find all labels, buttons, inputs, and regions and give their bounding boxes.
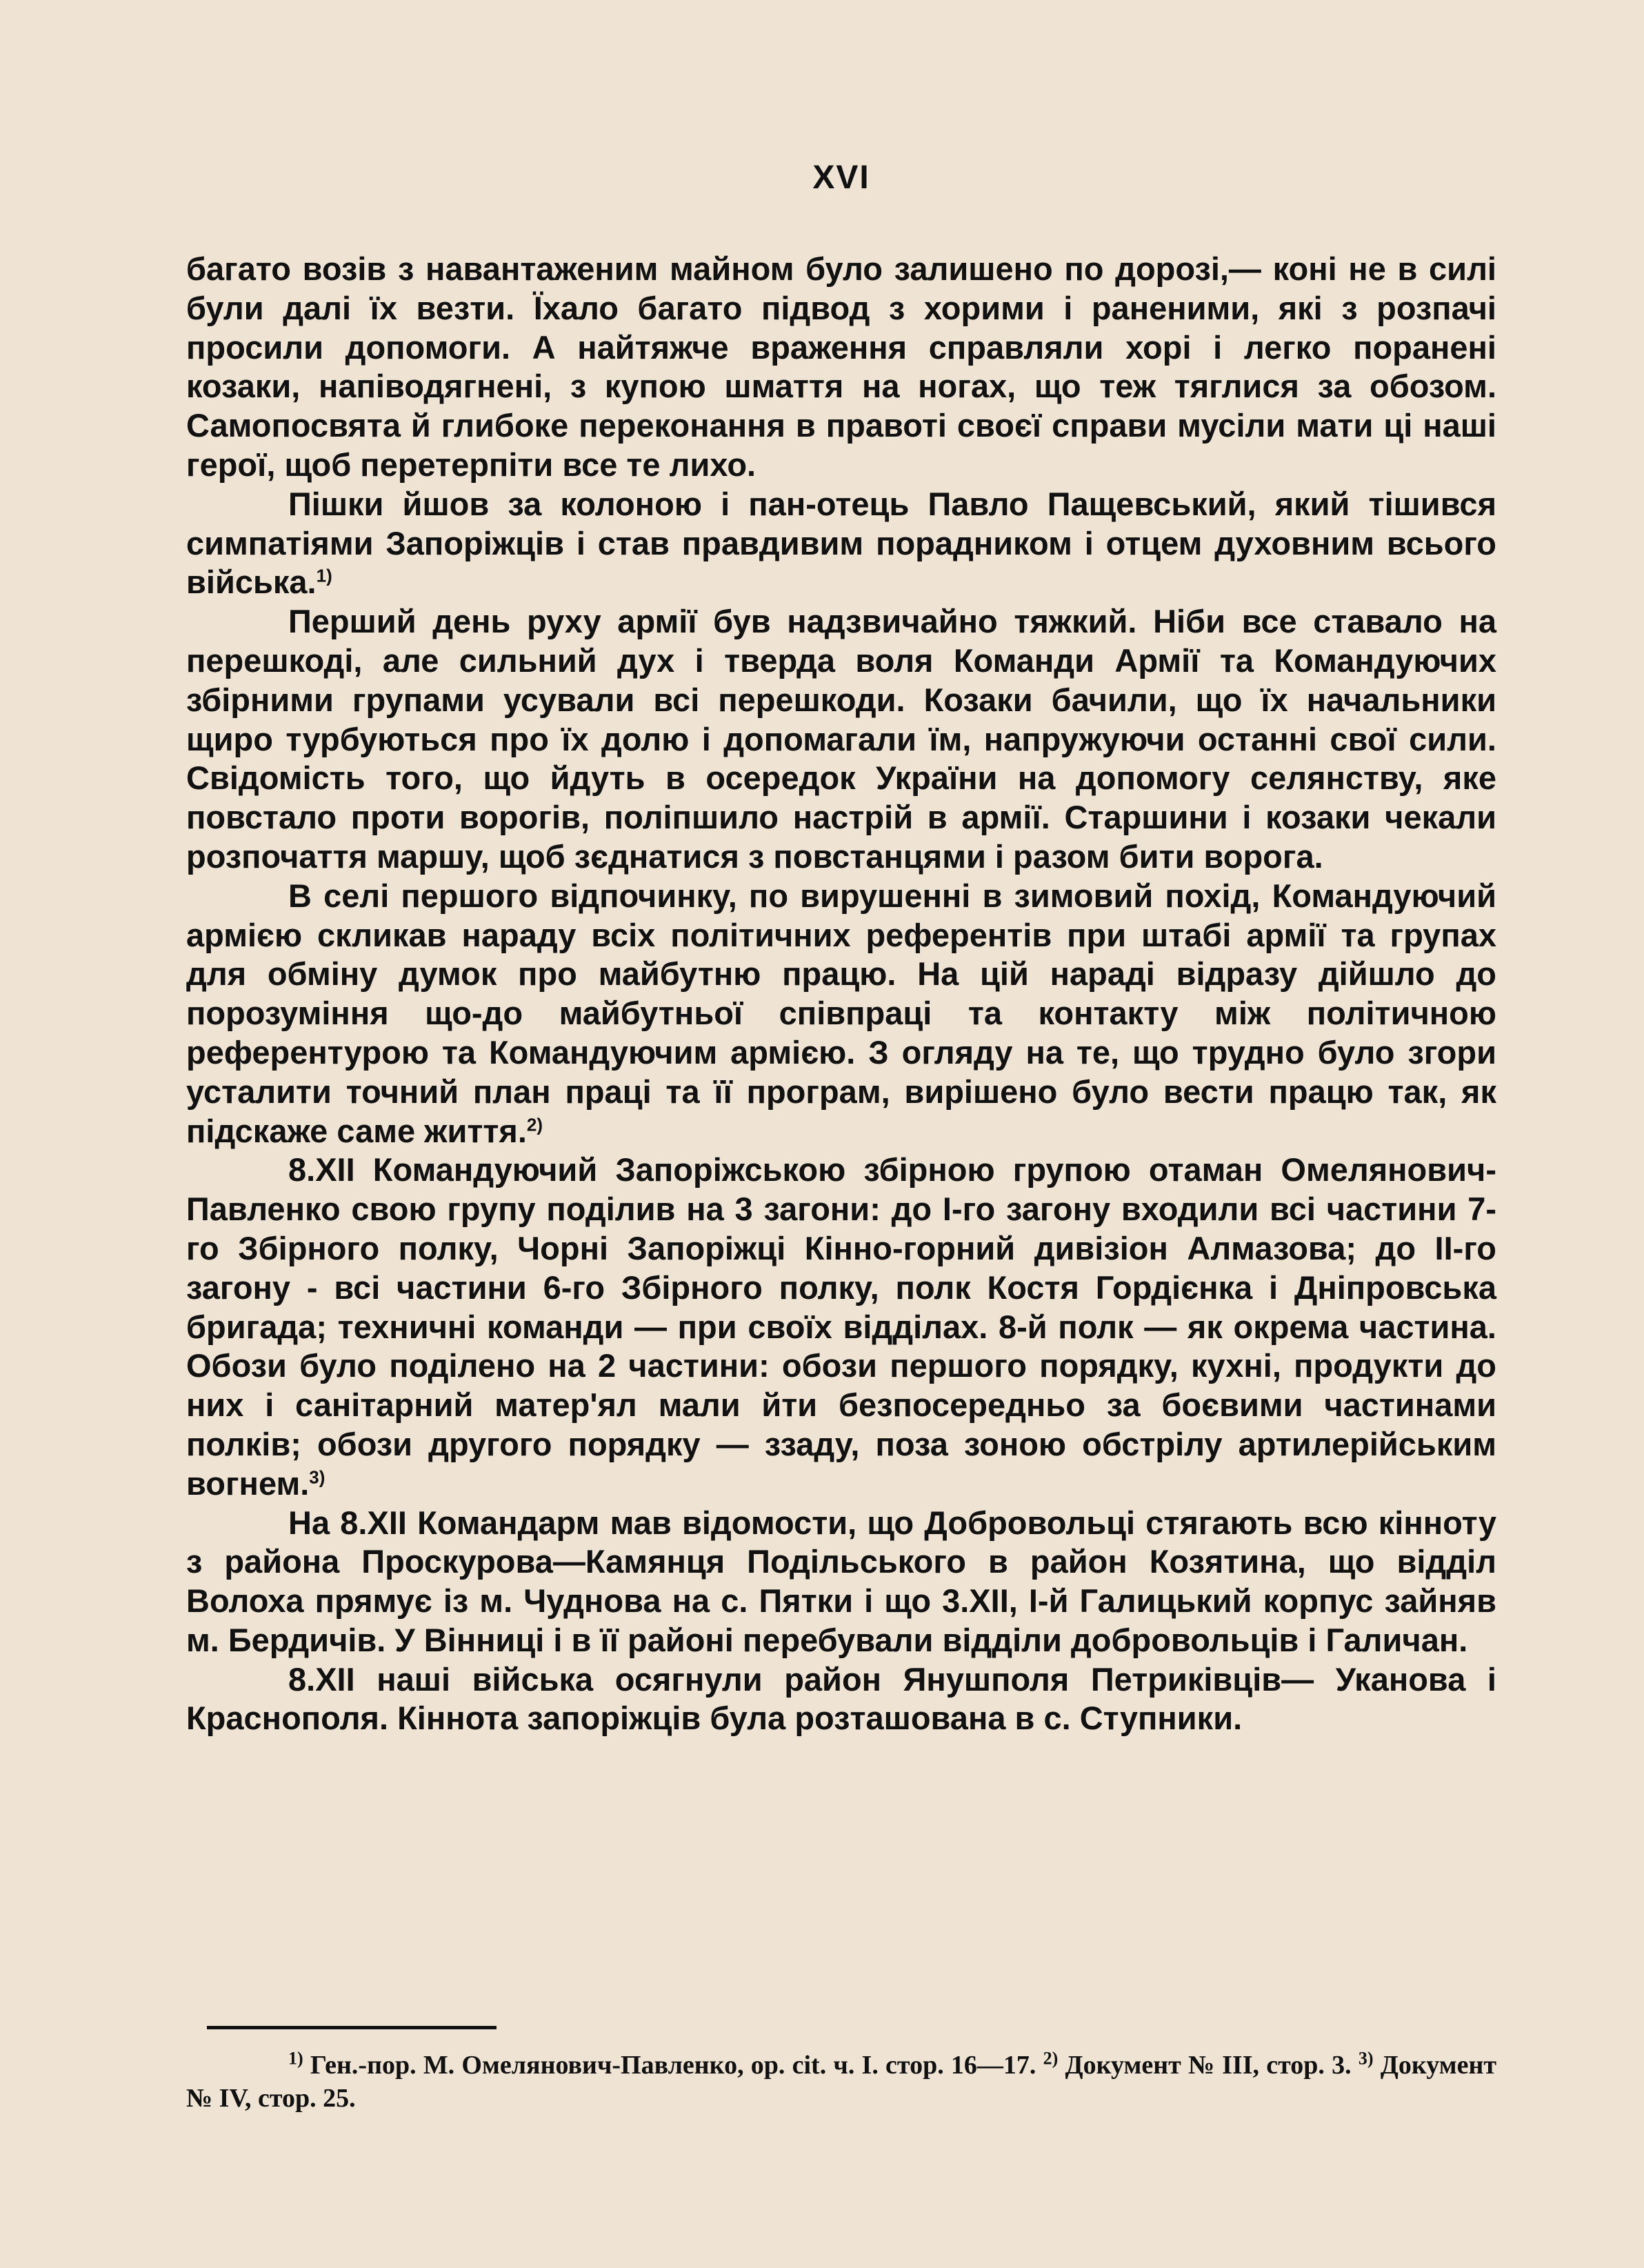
paragraph (186, 485, 1496, 602)
footnote (288, 2048, 1043, 2080)
paragraph-text: 8.XII Командуючий Запоріжською збірною групою отаман Омелянович-Павленко свою групу поділив на 3 загони: до I-го загону входили всі частини 7-го Збірного полку, Чорні Запоріжці Кінно-горний дивізіон Алмазова; до II-го загону - всі частини 6-го Збірного полку, полк Костя Гордієнка і Дніпровська бригада; техничні команди — при своїх відділах. 8-й полк — як окрема частина. Обози було поділено на 2 частини: обози першого порядку, кухні, продукти до них і санітарний матер'ял мали йти безпосередньо за боєвими частинами полків; обози другого порядку — ззаду, поза зоною обстрілу артилерійським вогнем. (186, 1151, 1496, 1502)
footnote-text: Документ № IV, стор. 25. (186, 2051, 1497, 2113)
footnote-text: Ген.-пор. М. Омелянович-Павленко, ор. cit. ч. I. стор. 16—17. (303, 2051, 1043, 2080)
paragraph-text: На 8.XII Командарм мав відомости, що Добровольці стягають всю кінноту з района Проскурова—Камянця Подільського в район Козятина, що відділ Волоха прямує із м. Чуднова на с. Пятки і що 3.XII, I-й Галицький корпус зайняв м. Бердичів. У Вінниці і в її районі перебували відділи добровольців і Галичан. (186, 1504, 1496, 1658)
footnote-mark: 1) (288, 2048, 303, 2069)
paragraph (186, 1151, 1496, 1503)
document-page (186, 159, 1496, 2159)
paragraph (186, 877, 1496, 1151)
footnote-ref: 1) (316, 565, 332, 586)
footnote-ref: 2) (526, 1113, 543, 1135)
paragraph-text: 8.XII наші війська осягнули район Янушполя Петриківців— Уканова і Краснополя. Кіннота запоріжців була розташована в с. Ступники. (186, 1660, 1496, 1737)
paragraph-text: Перший день руху армії був надзвичайно тяжкий. Ніби все ставало на перешкоді, але сильний дух і тверда воля Команди Армії та Командуючих збірними групами усували всі перешкоди. Козаки бачили, що їх начальники щиро турбуються про їх долю і допомагали їм, напружуючи останні свої сили. Свідомість того, що йдуть в осередок України на допомогу селянству, яке повстало проти ворогів, поліпшило настрій в армії. Старшини і козаки чекали розпочаття маршу, щоб зєднатися з повстанцями і разом бити ворога. (186, 603, 1496, 875)
page-number: XVI (812, 159, 870, 196)
footnote-mark: 2) (1043, 2048, 1059, 2069)
body-text (186, 250, 1496, 1738)
footnotes (186, 2049, 1496, 2115)
paragraph-text: В селі першого відпочинку, по вирушенні в зимовий похід, Командуючий армією скликав нараду всіх політичних референтів при штабі армії та групах для обміну думок про майбутню працю. На цій нараді відразу дійшло до порозуміння що-до майбутньої співпраці та контакту між політичною референтурою та Командуючим армією. З огляду на те, що трудно було згори усталити точний план праці та її програм, вирішено було вести працю так, як підскаже саме життя. (186, 877, 1496, 1149)
footnote (1043, 2048, 1359, 2080)
footnote-mark: 3) (1358, 2048, 1374, 2069)
footnote-text: Документ № III, стор. 3. (1058, 2051, 1359, 2080)
paragraph-text: Пішки йшов за колоною і пан-отець Павло Пащевський, який тішився симпатіями Запоріжців і став правдивим порадником і отцем духовним всього війська. (186, 485, 1496, 601)
footnote-ref: 3) (309, 1466, 325, 1488)
footnote-divider (207, 2026, 497, 2029)
paragraph (186, 250, 1496, 485)
paragraph (186, 1660, 1496, 1739)
paragraph (186, 1504, 1496, 1660)
paragraph (186, 602, 1496, 877)
paragraph-text: багато возів з навантаженим майном було залишено по дорозі,— коні не в силі були далі їх везти. Їхало багато підвод з хорими і раненими, які з розпачі просили допомоги. А найтяжче враження справляли хорі і легко поранені козаки, напіводягнені, з купою шмаття на ногах, що теж тяглися за обозом. Самопосвята й глибоке переконання в правоті своєї справи мусіли мати ці наші герої, щоб перетерпіти все те лихо. (186, 250, 1496, 483)
